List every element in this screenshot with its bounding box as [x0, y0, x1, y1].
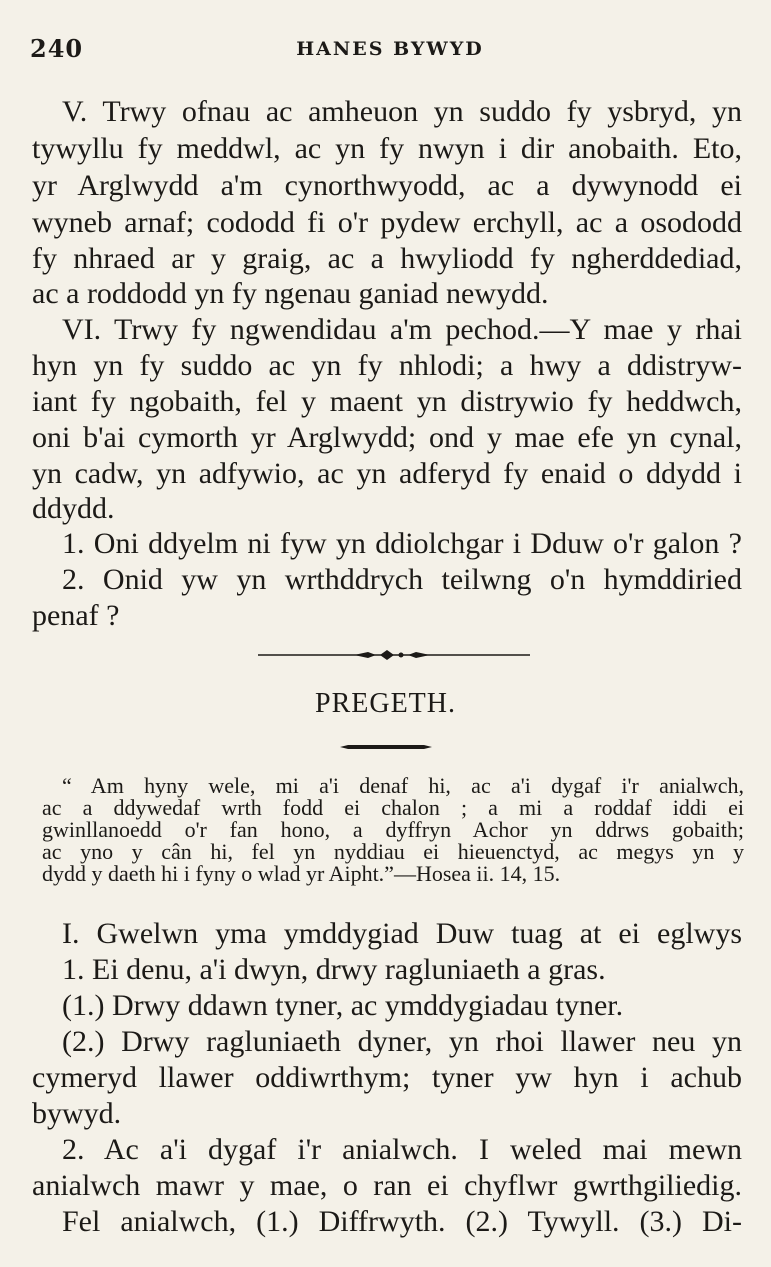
scripture-line: “ Am hyny wele, mi a'i denaf hi, ac a'i dygaf i'r anialwch,: [62, 773, 744, 798]
outline-line: I. Gwelwn yma ymddygiad Duw tuag at ei eglwys: [62, 917, 742, 950]
section-vi-line: iant fy ngobaith, fel y maent yn distrywio fy heddwch,: [32, 385, 742, 418]
outline-line: (2.) Drwy ragluniaeth dyner, yn rhoi llawer neu yn: [62, 1025, 742, 1058]
section-v-line: V. Trwy ofnau ac amheuon yn suddo fy ysbryd, yn: [62, 95, 742, 128]
section-vi-line: VI. Trwy fy ngwendidau a'm pechod.—Y mae y rhai: [62, 313, 742, 346]
outline-line: Fel anialwch, (1.) Diffrwyth. (2.) Tywyll. (3.) Di-: [62, 1205, 742, 1238]
question-2-line: 2. Onid yw yn wrthddrych teilwng o'n hymddiried: [62, 563, 742, 596]
outline-line: cymeryd llawer oddiwrthym; tyner yw hyn i achub: [32, 1061, 742, 1094]
scripture-line: gwinllanoedd o'r fan hono, a dyffryn Achor yn ddrws gobaith;: [42, 817, 744, 842]
section-vi-line: ddydd.: [32, 492, 115, 525]
question-2-line: penaf ?: [32, 599, 120, 632]
ornament-divider: [258, 648, 530, 662]
outline-line: 1. Ei denu, a'i dwyn, drwy ragluniaeth a gras.: [62, 953, 606, 986]
sermon-title: PREGETH.: [315, 688, 456, 719]
section-vi-line: hyn yn fy suddo ac yn fy nhlodi; a hwy a ddistryw-: [32, 349, 742, 382]
outline-line: (1.) Drwy ddawn tyner, ac ymddygiadau tyner.: [62, 989, 624, 1022]
outline-line: 2. Ac a'i dygaf i'r anialwch. I weled mai mewn: [62, 1133, 742, 1166]
section-v-line: yr Arglwydd a'm cynorthwyodd, ac a dywynodd ei: [32, 169, 742, 202]
question-1: 1. Oni ddyelm ni fyw yn ddiolchgar i Dduw o'r galon ?: [62, 527, 742, 560]
running-title: HANES BYWYD: [296, 38, 484, 60]
section-vi-line: oni b'ai cymorth yr Arglwydd; ond y mae efe yn cynal,: [32, 421, 742, 454]
section-v-line: wyneb arnaf; cododd fi o'r pydew erchyll, ac a osododd: [32, 206, 742, 239]
outline-line: bywyd.: [32, 1097, 122, 1130]
scripture-line: ac a ddywedaf wrth fodd ei chalon ; a mi a roddaf iddi ei: [42, 795, 744, 820]
section-v-line: tywyllu fy meddwl, ac yn fy nwyn i dir anobaith. Eto,: [32, 132, 742, 165]
outline-line: anialwch mawr y mae, o ran ei chyflwr gwrthgiliedig.: [32, 1169, 742, 1202]
section-v-line: ac a roddodd yn fy ngenau ganiad newydd.: [32, 277, 549, 310]
scripture-line: ac yno y cân hi, fel yn nyddiau ei hieuenctyd, ac megys yn y: [42, 839, 744, 864]
scripture-line: dydd y daeth hi i fyny o wlad yr Aipht.”—Hosea ii. 14, 15.: [42, 861, 561, 886]
section-v-line: fy nhraed ar y graig, ac a hwyliodd fy ngherddediad,: [32, 242, 742, 275]
short-rule-divider: [340, 742, 432, 752]
section-vi-line: yn cadw, yn adfywio, ac yn adferyd fy enaid o ddydd i: [32, 457, 742, 490]
page-number: 240: [30, 34, 84, 63]
page-header: [30, 30, 750, 70]
